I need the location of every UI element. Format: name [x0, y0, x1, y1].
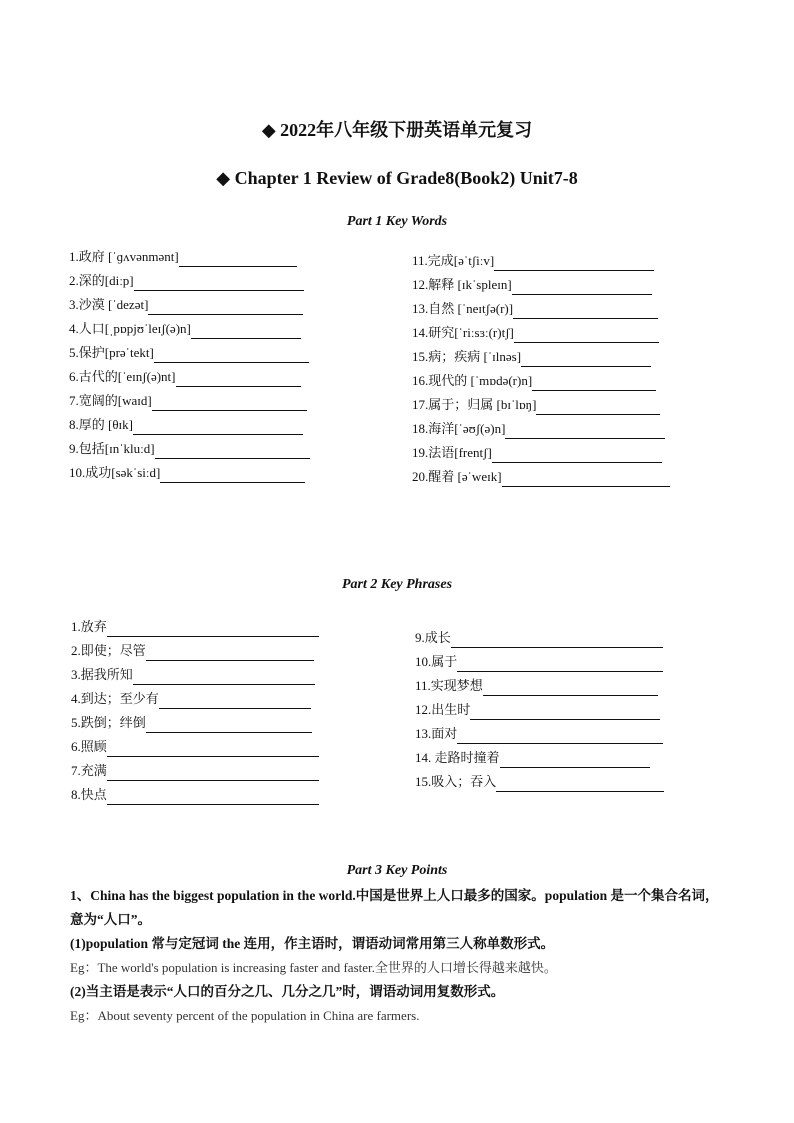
list-item: 12.出生时: [415, 700, 660, 720]
part3-title: Part 3 Key Points: [346, 863, 448, 878]
answer-blank[interactable]: [536, 400, 660, 415]
answer-blank[interactable]: [146, 718, 312, 733]
list-item: 3.据我所知: [71, 665, 315, 685]
answer-blank[interactable]: [457, 729, 663, 744]
list-item: 15.吸入；吞入: [415, 772, 664, 792]
list-item: 7.充满: [71, 761, 319, 781]
list-item: 8.厚的 [θɪk]: [69, 415, 303, 435]
answer-blank[interactable]: [483, 681, 658, 696]
answer-blank[interactable]: [496, 777, 664, 792]
answer-blank[interactable]: [191, 324, 301, 339]
list-item: 6.照顾: [71, 737, 319, 757]
list-item: 7.宽阔的[waɪd]: [69, 391, 307, 411]
answer-blank[interactable]: [134, 276, 304, 291]
example-sentence-1: Eg：The world's population is increasing faster and faster.全世界的人口增长得越来越快。: [70, 960, 557, 975]
answer-blank[interactable]: [107, 766, 319, 781]
part1-title: Part 1 Key Words: [346, 214, 448, 229]
part2-title: Part 2 Key Phrases: [341, 577, 453, 592]
key-point-1-rule-2: (2)当主语是表示“人口的百分之几、几分之几”时，谓语动词用复数形式。: [70, 984, 505, 999]
answer-blank[interactable]: [521, 352, 651, 367]
answer-blank[interactable]: [107, 742, 319, 757]
answer-blank[interactable]: [146, 646, 314, 661]
list-item: 11.完成[əˈtʃiːv]: [412, 251, 654, 271]
key-points-section: [70, 884, 730, 1028]
answer-blank[interactable]: [514, 328, 659, 343]
list-item: 13.面对: [415, 724, 663, 744]
key-point-1-rule-1: (1)population 常与定冠词 the 连用，作主语时，谓语动词常用第三人称单数形式。: [70, 936, 555, 951]
list-item: 19.法语[frentʃ]: [412, 443, 662, 463]
answer-blank[interactable]: [500, 753, 650, 768]
answer-blank[interactable]: [513, 304, 658, 319]
answer-blank[interactable]: [494, 256, 654, 271]
list-item: 2.深的[diːp]: [69, 271, 304, 291]
worksheet-title: ◆ 2022年八年级下册英语单元复习: [261, 120, 533, 140]
answer-blank[interactable]: [155, 444, 310, 459]
answer-blank[interactable]: [107, 790, 319, 805]
answer-blank[interactable]: [502, 472, 670, 487]
answer-blank[interactable]: [154, 348, 309, 363]
list-item: 3.沙漠 [ˈdezət]: [69, 295, 303, 315]
answer-blank[interactable]: [179, 252, 297, 267]
list-item: 10.成功[səkˈsiːd]: [69, 463, 305, 483]
list-item: 6.古代的[ˈeɪnʃ(ə)nt]: [69, 367, 301, 387]
list-item: 5.跌倒；绊倒: [71, 713, 312, 733]
answer-blank[interactable]: [505, 424, 665, 439]
list-item: 9.成长: [415, 628, 663, 648]
list-item: 15.病；疾病 [ˈɪlnəs]: [412, 347, 651, 367]
key-point-1: 1、China has the biggest population in the world.中国是世界上人口最多的国家。population 是一个集合名词，意为“人口”。: [70, 888, 719, 927]
example-sentence-2: Eg：About seventy percent of the population in China are farmers.: [70, 1008, 420, 1023]
list-item: 2.即使；尽管: [71, 641, 314, 661]
answer-blank[interactable]: [470, 705, 660, 720]
list-item: 8.快点: [71, 785, 319, 805]
list-item: 17.属于；归属 [bɪˈlɒŋ]: [412, 395, 660, 415]
answer-blank[interactable]: [492, 448, 662, 463]
list-item: 10.属于: [415, 652, 663, 672]
list-item: 20.醒着 [əˈweɪk]: [412, 467, 670, 487]
answer-blank[interactable]: [532, 376, 656, 391]
answer-blank[interactable]: [457, 657, 663, 672]
list-item: 14.研究[ˈriːsɜː(r)tʃ]: [412, 323, 659, 343]
answer-blank[interactable]: [107, 622, 319, 637]
chapter-title: ◆ Chapter 1 Review of Grade8(Book2) Unit7-8: [216, 168, 578, 188]
answer-blank[interactable]: [176, 372, 301, 387]
answer-blank[interactable]: [148, 300, 303, 315]
list-item: 1.放弃: [71, 617, 319, 637]
answer-blank[interactable]: [133, 420, 303, 435]
answer-blank[interactable]: [512, 280, 652, 295]
list-item: 5.保护[prəˈtekt]: [69, 343, 309, 363]
answer-blank[interactable]: [152, 396, 307, 411]
answer-blank[interactable]: [133, 670, 315, 685]
list-item: 18.海洋[ˈəʊʃ(ə)n]: [412, 419, 665, 439]
answer-blank[interactable]: [160, 468, 305, 483]
list-item: 13.自然 [ˈneɪtʃə(r)]: [412, 299, 658, 319]
list-item: 1.政府 [ˈɡʌvənmənt]: [69, 247, 297, 267]
list-item: 4.到达；至少有: [71, 689, 311, 709]
list-item: 12.解释 [ɪkˈspleɪn]: [412, 275, 652, 295]
list-item: 11.实现梦想: [415, 676, 658, 696]
list-item: 4.人口[ˌpɒpjʊˈleɪʃ(ə)n]: [69, 319, 301, 339]
answer-blank[interactable]: [159, 694, 311, 709]
list-item: 9.包括[ɪnˈkluːd]: [69, 439, 310, 459]
answer-blank[interactable]: [451, 633, 663, 648]
list-item: 16.现代的 [ˈmɒdə(r)n]: [412, 371, 656, 391]
list-item: 14. 走路时撞着: [415, 748, 650, 768]
